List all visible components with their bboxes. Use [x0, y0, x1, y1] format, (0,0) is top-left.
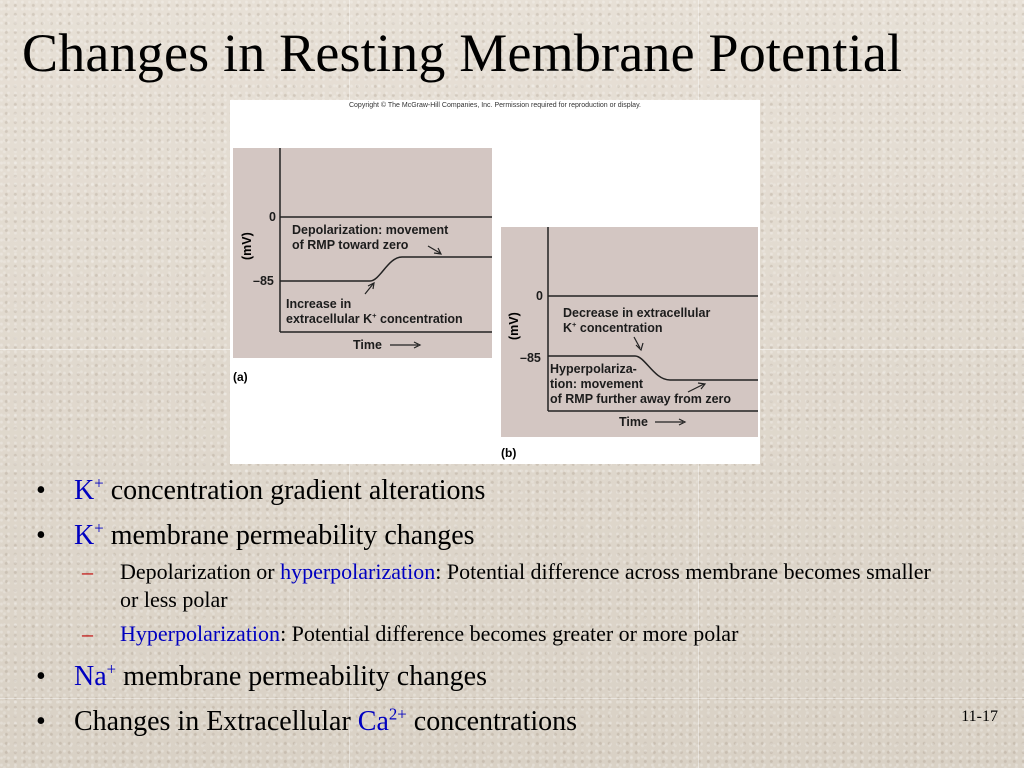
bullet-dot: •	[36, 661, 46, 692]
ion-charge: +	[106, 659, 117, 679]
panel-b-decrease-label: Decrease in extracellular K+ concentration	[563, 306, 711, 335]
sub-bullet-dash: –	[82, 559, 93, 584]
bullet-item	[36, 705, 936, 739]
bullet-text: membrane permeability changes	[116, 661, 487, 692]
figure-graphics	[230, 100, 760, 464]
panel-b-y-label: (mV)	[507, 312, 521, 340]
sub-bullet-text: : Potential difference becomes greater or more polar	[280, 621, 739, 646]
panel-b-hyperpolarization-label: Hyperpolariza- tion: movement of RMP further away from zero	[550, 362, 732, 406]
term-hyperpolarization: Hyperpolarization	[120, 621, 281, 646]
sub-bullet-dash: –	[82, 621, 93, 646]
bullet-dot: •	[36, 520, 46, 551]
sub-bullet-text: Depolarization or	[120, 559, 281, 584]
ion-charge: +	[94, 518, 104, 538]
panel-a-tick-zero: 0	[269, 210, 276, 224]
panel-a-increase-label: Increase in extracellular K+ concentration	[286, 297, 463, 326]
bullet-text: Changes in Extracellular	[74, 706, 358, 737]
panel-a-tick-rmp: –85	[253, 274, 274, 288]
bullet-list	[36, 474, 936, 750]
bullet-dot: •	[36, 706, 46, 737]
ion-term: K	[74, 475, 95, 506]
ion-term: Ca	[357, 706, 389, 737]
panel-b-tag: (b)	[501, 446, 517, 460]
panel-a-y-label: (mV)	[240, 232, 254, 260]
term-hyperpolarization: hyperpolarization	[280, 559, 436, 584]
sub-bullet-item	[82, 558, 936, 614]
ion-charge: +	[94, 473, 104, 493]
panel-a-tag: (a)	[233, 370, 248, 384]
panel-b-tick-zero: 0	[536, 289, 543, 303]
panel-b-tick-rmp: –85	[520, 351, 541, 365]
panel-a-depolarization-label: Depolarization: movement of RMP toward zero	[292, 223, 449, 252]
ion-charge: 2+	[388, 704, 407, 724]
copyright-notice: Copyright © The McGraw-Hill Companies, Inc. Permission required for reproduction or display.	[348, 102, 641, 109]
sub-bullet-item	[82, 620, 936, 648]
bullet-item	[36, 474, 936, 508]
sub-bullet-text: : Potential difference across membrane becomes smaller or less polar	[120, 559, 931, 612]
bullet-text: concentrations	[406, 706, 578, 737]
slide-number: 11-17	[961, 708, 998, 725]
bullet-text: concentration gradient alterations	[103, 475, 486, 506]
bullet-dot: •	[36, 475, 46, 506]
bullet-item	[36, 519, 936, 553]
bullet-text: membrane permeability changes	[103, 520, 475, 551]
membrane-potential-figure	[230, 100, 760, 464]
ion-term: K	[74, 520, 95, 551]
panel-a-rmp-trace	[280, 257, 492, 281]
slide-title: Changes in Resting Membrane Potential	[22, 23, 903, 83]
bullet-item	[36, 660, 936, 694]
panel-a-x-label: Time	[353, 338, 382, 352]
panel-b-x-label: Time	[619, 415, 648, 429]
ion-term: Na	[74, 661, 107, 692]
